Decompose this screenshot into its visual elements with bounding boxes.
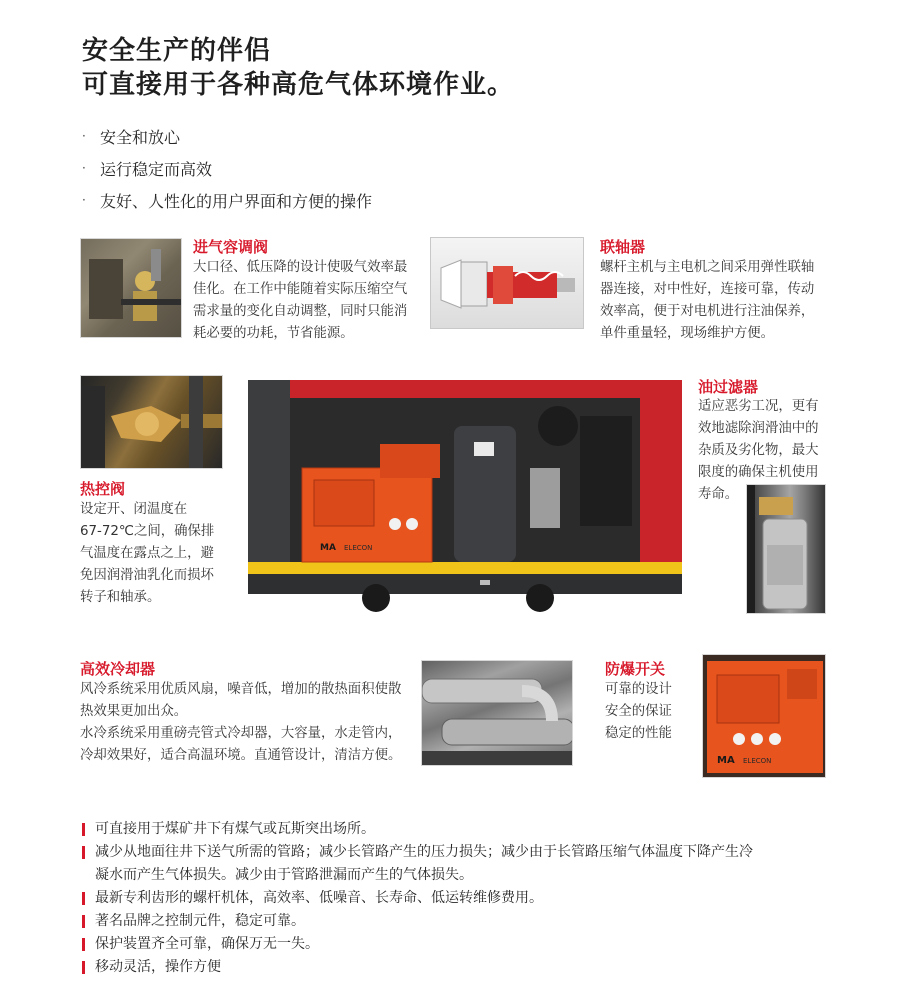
ex-switch-title: 防爆开关 (605, 660, 666, 678)
desc-line: 转子和轴承。 (80, 590, 161, 605)
intake-valve-illustration (81, 239, 182, 338)
headline-line-2: 可直接用于各种高危气体环境作业。 (82, 70, 515, 100)
bullet-text: 友好、人性化的用户界面和方便的操作 (100, 191, 373, 211)
red-bar-icon (82, 938, 85, 951)
footer-item-continued (82, 864, 842, 887)
bullet-dot-icon: · (82, 193, 86, 207)
red-bar-icon (82, 961, 85, 974)
intake-valve-desc (193, 257, 423, 345)
footer-text: 减少从地面往井下送气所需的管路；减少长管路产生的压力损失；减少由于长管路压缩气体温度下降产生冷 (95, 844, 753, 860)
desc-line: 寿命。 (698, 487, 739, 502)
red-bar-icon (82, 915, 85, 928)
footer-text: 凝水而产生气体损失。减少由于管路泄漏而产生的气体损失。 (95, 867, 473, 883)
oil-filter-title: 油过滤器 (698, 378, 759, 396)
desc-line: 杂质及劣化物，最大 (698, 443, 819, 458)
coupling-photo (430, 237, 584, 329)
ma-mark: MA (320, 543, 336, 553)
desc-line: 冷却效果好，适合高温环境。直通管设计，清洁方便。 (80, 748, 402, 763)
desc-line: 佳化。在工作中能随着实际压缩空气 (193, 282, 408, 297)
cooler-title: 高效冷却器 (80, 660, 156, 678)
footer-text: 移动灵活，操作方便 (95, 959, 221, 975)
desc-line: 器连接，对中性好，连接可靠，传动 (600, 282, 815, 297)
intake-valve-title: 进气容调阀 (193, 238, 269, 256)
ex-switch-illustration (703, 655, 826, 778)
ma-mark: MA (717, 755, 735, 766)
footer-text: 著名品牌之控制元件，稳定可靠。 (95, 913, 305, 929)
thermo-valve-title: 热控阀 (80, 480, 126, 498)
desc-line: 风冷系统采用优质风扇，噪音低，增加的散热面积使散 (80, 682, 402, 697)
bullet-item (82, 184, 372, 216)
red-bar-icon (82, 823, 85, 836)
footer-item (82, 956, 842, 979)
ex-switch-photo (702, 654, 826, 778)
desc-line: 可靠的设计 (605, 682, 672, 697)
footer-item (82, 841, 842, 864)
footer-item (82, 933, 842, 956)
headline-line-1: 安全生产的伴侣 (82, 36, 272, 66)
oil-filter-illustration (747, 485, 826, 614)
coupling-desc (600, 257, 830, 345)
desc-line: 效地滤除润滑油中的 (698, 421, 819, 436)
cooler-desc (80, 679, 420, 767)
desc-line: 免因润滑油乳化而损坏 (80, 568, 214, 583)
intake-valve-photo (80, 238, 182, 338)
bullet-dot-icon: · (82, 129, 86, 143)
compressor-machine-image (240, 376, 690, 616)
desc-line: 适应恶劣工况，更有 (698, 399, 819, 414)
ex-switch-desc (605, 679, 697, 745)
bullet-list (82, 120, 372, 216)
thermo-valve-desc (80, 499, 245, 609)
coupling-title: 联轴器 (600, 238, 646, 256)
desc-line: 需求量的变化自动调整，同时只能消 (193, 304, 408, 319)
footer-item (82, 910, 842, 933)
bullet-text: 运行稳定而高效 (100, 159, 213, 179)
thermo-valve-illustration (81, 376, 223, 469)
desc-line: 效率高，便于对电机进行注油保养， (600, 304, 815, 319)
bullet-dot-icon: · (82, 161, 86, 175)
footer-text: 最新专利齿形的螺杆机体，高效率、低噪音、长寿命、低运转维修费用。 (95, 890, 543, 906)
desc-line: 大口径、低压降的设计使吸气效率最 (193, 260, 408, 275)
footer-text: 可直接用于煤矿井下有煤气或瓦斯突出场所。 (95, 821, 375, 837)
compressor-illustration (240, 376, 690, 616)
oil-filter-photo (746, 484, 826, 614)
desc-line: 单件重量轻，现场维护方便。 (600, 326, 775, 341)
red-bar-icon (82, 892, 85, 905)
desc-line: 水冷系统采用重磅壳管式冷却器，大容量，水走管内， (80, 726, 402, 741)
desc-line: 67-72℃之间，确保排 (80, 524, 215, 539)
footer-item (82, 818, 842, 841)
desc-line: 热效果更加出众。 (80, 704, 188, 719)
bullet-item (82, 152, 372, 184)
desc-line: 安全的保证 (605, 704, 672, 719)
bullet-text: 安全和放心 (100, 127, 181, 147)
footer-item (82, 887, 842, 910)
coupling-illustration (431, 238, 585, 330)
bullet-item (82, 120, 372, 152)
desc-line: 稳定的性能 (605, 726, 672, 741)
desc-line: 限度的确保主机使用 (698, 465, 819, 480)
red-bar-icon (82, 846, 85, 859)
thermo-valve-photo (80, 375, 223, 469)
desc-line: 耗必要的功耗，节省能源。 (193, 326, 354, 341)
panel-brand: ELECON (743, 757, 772, 765)
footer-text: 保护装置齐全可靠，确保万无一失。 (95, 936, 319, 952)
panel-brand: ELECON (344, 544, 373, 552)
cooler-photo (421, 660, 573, 766)
desc-line: 设定开、闭温度在 (80, 502, 188, 517)
cooler-illustration (422, 661, 573, 766)
desc-line: 气温度在露点之上，避 (80, 546, 214, 561)
footer-list (82, 818, 842, 979)
desc-line: 螺杆主机与主电机之间采用弹性联轴 (600, 260, 815, 275)
